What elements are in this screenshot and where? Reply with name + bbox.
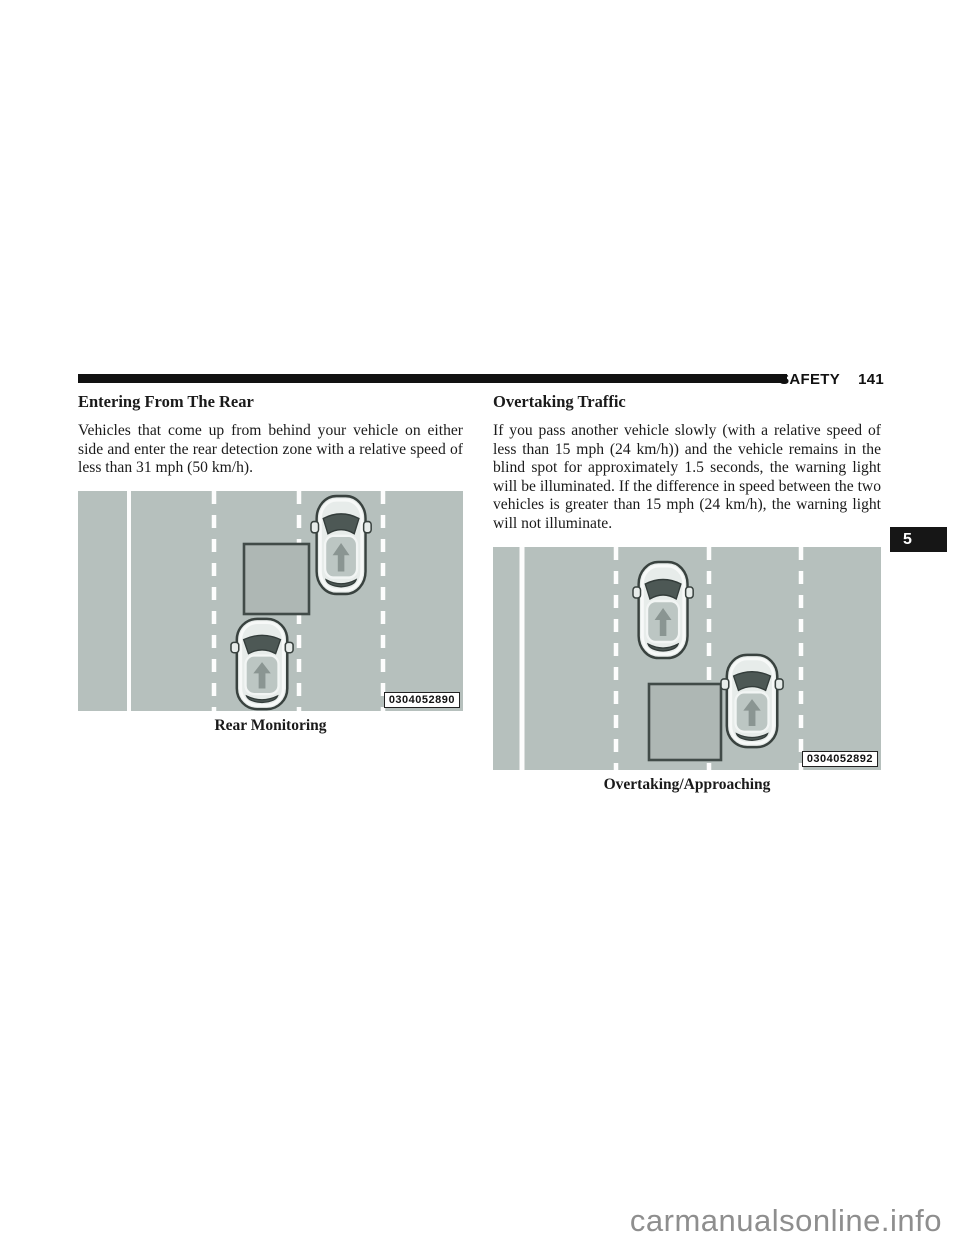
- left-column: [78, 392, 463, 735]
- section-heading-overtaking-traffic: Overtaking Traffic: [493, 392, 626, 411]
- body-paragraph: Vehicles that come up from behind your vehicle on either side and enter the rear detection zone with a relative speed of less than 31 mph (50 km/h).: [78, 422, 463, 477]
- right-column: [493, 392, 881, 794]
- figure-overtaking-approaching: [493, 547, 881, 770]
- figure-caption: Overtaking/Approaching: [603, 775, 771, 793]
- rear-monitoring-illustration: [78, 491, 463, 711]
- watermark-text: carmanualsonline.info: [629, 1203, 942, 1238]
- header-rule: [78, 374, 787, 383]
- page-header: [78, 371, 884, 387]
- figure-caption: Rear Monitoring: [214, 716, 327, 734]
- header-title: [779, 371, 884, 388]
- figure-rear-monitoring: [78, 491, 463, 711]
- section-heading-entering-from-the-rear: Entering From The Rear: [78, 392, 254, 411]
- figure-id-badge: 0304052892: [802, 751, 878, 767]
- figure-id-badge: 0304052890: [384, 692, 460, 708]
- body-paragraph: If you pass another vehicle slowly (with a relative speed of less than 15 mph (24 km/h)) and the vehicle remains in the blind spot for approximately 1.5 seconds, the warning light will be illuminated. If the difference in speed between the two vehicles is greater than 15 mph (24 km/h), the warning light will not illuminate.: [493, 422, 881, 532]
- header-section-label: SAFETY: [779, 371, 841, 388]
- header-page-number: 141: [858, 371, 884, 388]
- chapter-tab-5: 5: [890, 527, 947, 552]
- overtaking-approaching-illustration: [493, 547, 881, 770]
